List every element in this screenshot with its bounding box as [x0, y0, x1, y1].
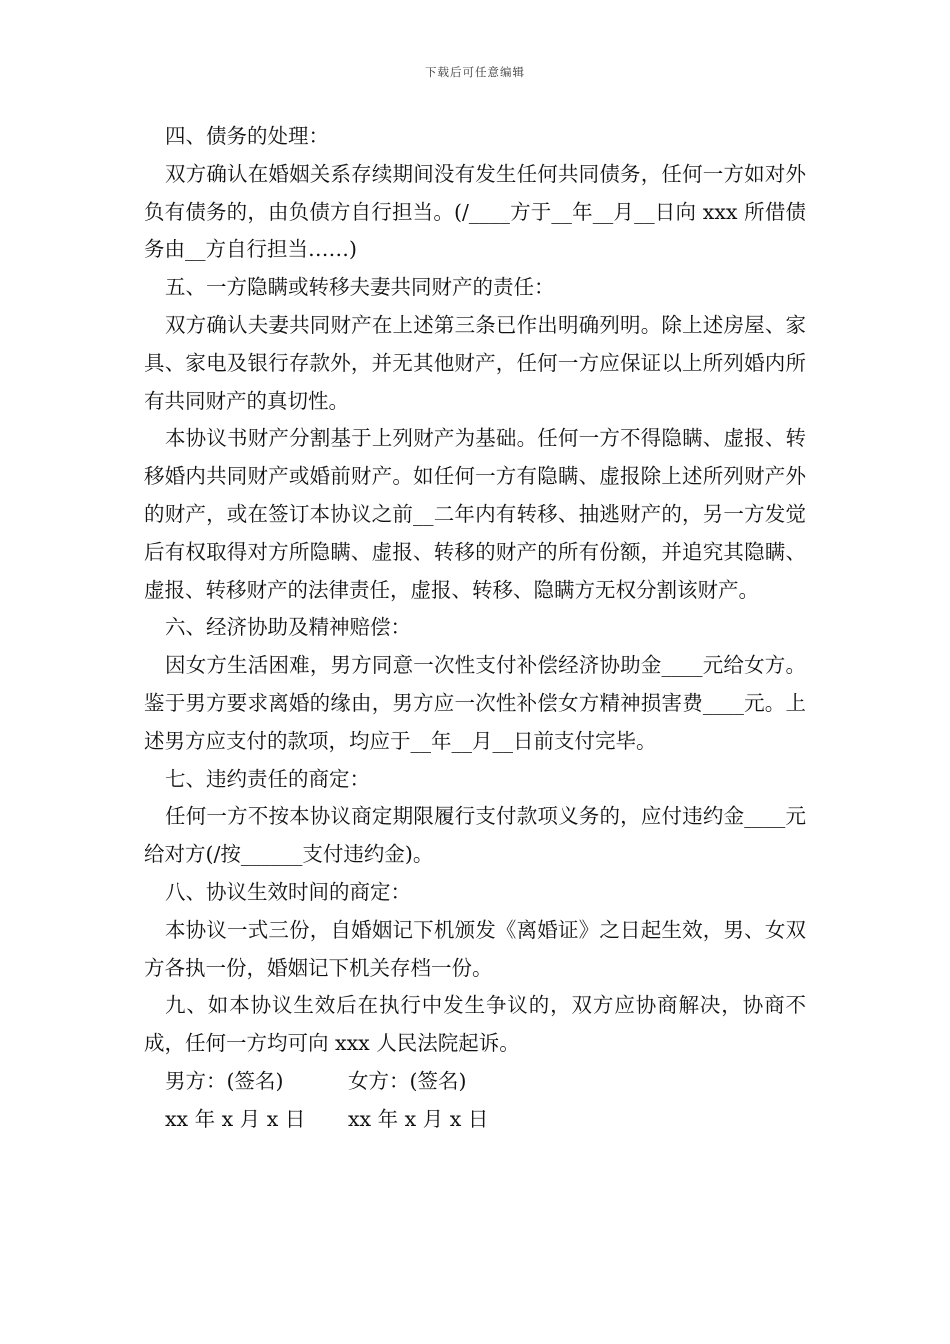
- section-5-body-2: 本协议书财产分割基于上列财产为基础。任何一方不得隐瞒、虚报、转移婚内共同财产或婚前财产。如任何一方有隐瞒、虚报除上述所列财产外的财产，或在签订本协议之前__二年内有转移、抽逃财产的，另一方发觉后有权取得对方所隐瞒、虚报、转移的财产的所有份额，并追究其隐瞒、虚报、转移财产的法律责任，虚报、转移、隐瞒方无权分割该财产。: [144, 426, 806, 602]
- section-5-title: 五、一方隐瞒或转移夫妻共同财产的责任：: [165, 275, 555, 300]
- section-8-title: 八、协议生效时间的商定：: [165, 879, 411, 904]
- female-signature-label: 女方：(签名): [348, 1068, 467, 1093]
- section-7-body: 任何一方不按本协议商定期限履行支付款项义务的，应付违约金____元给对方(/按______支付违约金)。: [144, 804, 806, 867]
- male-signature-date: xx 年 x 月 x 日: [165, 1106, 306, 1131]
- section-9-body: 九、如本协议生效后在执行中发生争议的，双方应协商解决，协商不成，任何一方均可向 xxx 人民法院起诉。: [144, 993, 806, 1056]
- section-4-title: 四、债务的处理：: [165, 124, 329, 148]
- section-7-title: 七、违约责任的商定：: [165, 766, 370, 791]
- page-header: 下载后可任意编辑: [425, 65, 525, 79]
- section-6-body: 因女方生活困难，男方同意一次性支付补偿经济协助金____元给女方。鉴于男方要求离婚的缘由，男方应一次性补偿女方精神损害费____元。上述男方应支付的款项，均应于__年__月__日前支付完毕。: [144, 653, 806, 753]
- section-5-body-1: 双方确认夫妻共同财产在上述第三条已作出明确列明。除上述房屋、家具、家电及银行存款外，并无其他财产，任何一方应保证以上所列婚内所有共同财产的真切性。: [144, 312, 806, 413]
- document-body: [144, 118, 806, 1139]
- signature-row: [144, 1063, 806, 1101]
- section-8-body: 本协议一式三份，自婚姻记下机颁发《离婚证》之日起生效，男、女双方各执一份，婚姻记下机关存档一份。: [144, 917, 806, 980]
- male-signature-label: 男方：(签名): [165, 1068, 284, 1093]
- date-row: [144, 1101, 806, 1139]
- female-signature-date: xx 年 x 月 x 日: [348, 1106, 489, 1131]
- section-4-body: 双方确认在婚姻关系存续期间没有发生任何共同债务，任何一方如对外负有债务的，由负债方自行担当。(/____方于__年__月__日向 xxx 所借债务由__方自行担当……): [144, 161, 806, 262]
- section-6-title: 六、经济协助及精神赔偿：: [165, 615, 411, 640]
